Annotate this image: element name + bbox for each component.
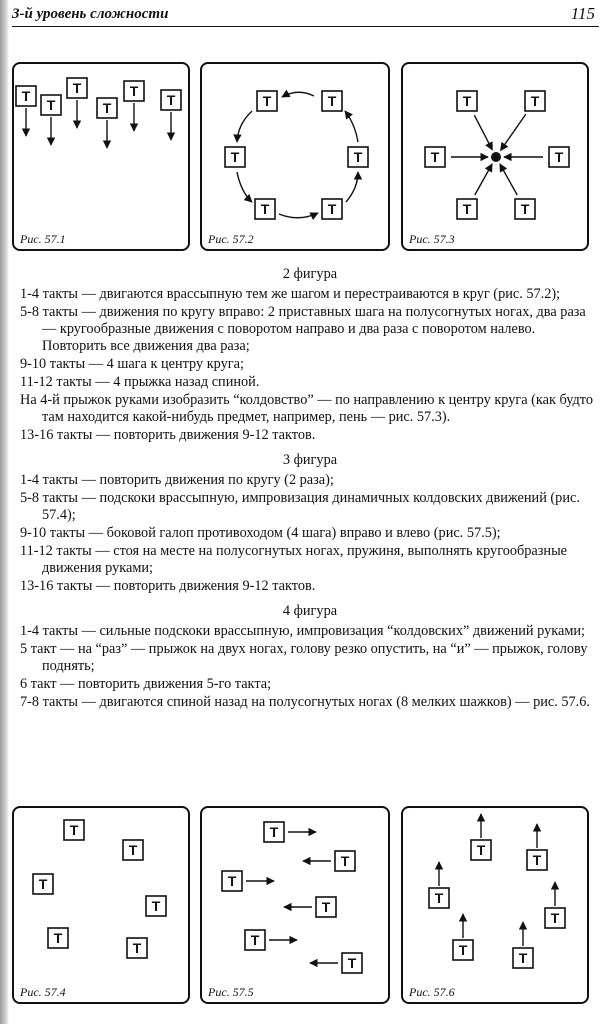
svg-text:Т: Т — [462, 93, 472, 109]
movement-arrow — [279, 213, 318, 218]
dancer-marker — [316, 897, 336, 917]
dancer-marker — [425, 147, 445, 167]
dancer-marker — [457, 91, 477, 111]
diagram-canvas — [403, 808, 583, 998]
text-line: 11-12 такты — стоя на месте на полусогнутых ногах, пружиня, выполнять кругообразные движения руками; — [20, 543, 568, 576]
figure-57-5 — [200, 806, 390, 1004]
diagram-canvas — [14, 64, 184, 245]
dancer-marker — [255, 199, 275, 219]
movement-arrow — [237, 111, 252, 142]
svg-text:Т: Т — [430, 149, 440, 165]
section-heading: 3 фигура — [282, 452, 338, 468]
running-header — [12, 4, 599, 27]
header-title: 3-й уровень сложности — [12, 6, 169, 22]
svg-text:Т: Т — [46, 97, 56, 113]
dancer-marker — [161, 90, 181, 110]
figure-caption: Рис. 57.3 — [409, 232, 455, 246]
dancer-marker — [515, 199, 535, 219]
page-binding-shadow — [0, 0, 9, 1024]
dancer-marker — [429, 888, 449, 908]
svg-text:Т: Т — [132, 940, 142, 956]
page-number: 115 — [570, 4, 595, 23]
svg-text:Т: Т — [327, 201, 337, 217]
text-line: 13-16 такты — повторить движения 9-12 тактов. — [20, 427, 316, 443]
text-line: 13-16 такты — повторить движения 9-12 тактов. — [20, 578, 316, 594]
movement-arrow — [475, 164, 492, 195]
svg-text:Т: Т — [554, 149, 564, 165]
svg-text:Т: Т — [262, 93, 272, 109]
text-line: 6 такт — повторить движения 5-го такта; — [20, 676, 272, 692]
text-line: 1-4 такты — повторить движения по кругу (2 раза); — [20, 472, 334, 488]
svg-text:Т: Т — [53, 930, 63, 946]
svg-text:Т: Т — [38, 876, 48, 892]
movement-arrow — [237, 172, 252, 202]
svg-text:Т: Т — [128, 842, 138, 858]
svg-text:Т: Т — [321, 899, 331, 915]
svg-text:Т: Т — [530, 93, 540, 109]
movement-arrow — [500, 164, 517, 195]
dancer-marker — [245, 930, 265, 950]
dancer-marker — [342, 953, 362, 973]
dancer-marker — [124, 81, 144, 101]
dancer-marker — [471, 840, 491, 860]
dancer-marker — [97, 98, 117, 118]
movement-arrow — [282, 92, 314, 97]
text-line: 5-8 такты — подскоки врассыпную, импровизация динамичных колдовских движений (рис. 57.4); — [20, 490, 580, 523]
dancer-marker — [127, 938, 147, 958]
svg-text:Т: Т — [69, 822, 79, 838]
svg-text:Т: Т — [340, 853, 350, 869]
svg-text:Т: Т — [327, 93, 337, 109]
text-line: 7-8 такты — двигаются спиной назад на полусогнутых ногах (8 мелких шажков) — рис. 57.6. — [20, 694, 590, 710]
dancer-marker — [146, 896, 166, 916]
svg-text:Т: Т — [518, 950, 528, 966]
dancer-marker — [322, 199, 342, 219]
dancer-marker — [264, 822, 284, 842]
svg-text:Т: Т — [462, 201, 472, 217]
dancer-marker — [457, 199, 477, 219]
movement-arrow — [474, 115, 492, 150]
text-line: 9-10 такты — боковой галоп противоходом (4 шага) вправо и влево (рис. 57.5); — [20, 525, 501, 541]
dancer-marker — [16, 86, 36, 106]
svg-text:Т: Т — [151, 898, 161, 914]
dancer-marker — [225, 147, 245, 167]
dancer-marker — [525, 91, 545, 111]
diagram-canvas — [202, 808, 384, 998]
figure-57-3 — [401, 62, 589, 251]
svg-text:Т: Т — [520, 201, 530, 217]
text-line: 1-4 такты — двигаются врассыпную тем же шагом и перестраиваются в круг (рис. 57.2); — [20, 286, 561, 302]
text-line: 9-10 такты — 4 шага к центру круга; — [20, 356, 244, 372]
svg-text:Т: Т — [550, 910, 560, 926]
svg-text:Т: Т — [347, 955, 357, 971]
figure-caption: Рис. 57.5 — [208, 985, 254, 999]
body-text — [20, 262, 600, 711]
svg-text:Т: Т — [353, 149, 363, 165]
dancer-marker — [527, 850, 547, 870]
center-point — [491, 152, 501, 162]
svg-text:Т: Т — [230, 149, 240, 165]
svg-text:Т: Т — [532, 852, 542, 868]
svg-text:Т: Т — [260, 201, 270, 217]
figure-caption: Рис. 57.2 — [208, 232, 254, 246]
svg-text:Т: Т — [166, 92, 176, 108]
dancer-marker — [67, 78, 87, 98]
diagram-canvas — [403, 64, 583, 245]
dancer-marker — [123, 840, 143, 860]
figure-57-1 — [12, 62, 190, 251]
dancer-marker — [453, 940, 473, 960]
diagram-canvas — [14, 808, 184, 998]
figure-57-2 — [200, 62, 390, 251]
dancer-marker — [335, 851, 355, 871]
text-line: На 4-й прыжок руками изобразить “колдовство” — по направлению к центру круга (как будто там находится какой-нибудь предмет, например, пень — рис. 57.3). — [20, 392, 593, 425]
figure-57-6 — [401, 806, 589, 1004]
svg-text:Т: Т — [434, 890, 444, 906]
dancer-marker — [33, 874, 53, 894]
text-line: 1-4 такты — сильные подскоки врассыпную, импровизация “колдовских” движений руками; — [20, 623, 585, 639]
movement-arrow — [345, 111, 358, 142]
dancer-marker — [41, 95, 61, 115]
svg-text:Т: Т — [102, 100, 112, 116]
svg-text:Т: Т — [458, 942, 468, 958]
dancer-marker — [64, 820, 84, 840]
dancer-marker — [322, 91, 342, 111]
dancer-marker — [513, 948, 533, 968]
diagram-canvas — [202, 64, 384, 245]
dancer-marker — [48, 928, 68, 948]
movement-arrow — [346, 172, 358, 202]
svg-text:Т: Т — [129, 83, 139, 99]
dancer-marker — [549, 147, 569, 167]
figure-57-4 — [12, 806, 190, 1004]
svg-text:Т: Т — [250, 932, 260, 948]
dancer-marker — [257, 91, 277, 111]
movement-arrow — [501, 114, 526, 150]
dancer-marker — [545, 908, 565, 928]
section-heading: 2 фигура — [282, 266, 338, 282]
figure-caption: Рис. 57.6 — [409, 985, 455, 999]
section-heading: 4 фигура — [282, 603, 338, 619]
text-line: 5-8 такты — движения по кругу вправо: 2 приставных шага на полусогнутых ногах, два раза — кругообразные движения с поворотом направо и два раза с поворотом налево. Повторить все движения два раза; — [20, 304, 586, 354]
svg-text:Т: Т — [269, 824, 279, 840]
figure-caption: Рис. 57.1 — [20, 232, 66, 246]
dancer-marker — [348, 147, 368, 167]
text-line: 11-12 такты — 4 прыжка назад спиной. — [20, 374, 260, 390]
svg-text:Т: Т — [227, 873, 237, 889]
svg-text:Т: Т — [21, 88, 31, 104]
dancer-marker — [222, 871, 242, 891]
text-line: 5 такт — на “раз” — прыжок на двух ногах, голову резко опустить, на “и” — прыжок, голову поднять; — [20, 641, 588, 674]
svg-text:Т: Т — [476, 842, 486, 858]
svg-text:Т: Т — [72, 80, 82, 96]
figure-caption: Рис. 57.4 — [20, 985, 66, 999]
